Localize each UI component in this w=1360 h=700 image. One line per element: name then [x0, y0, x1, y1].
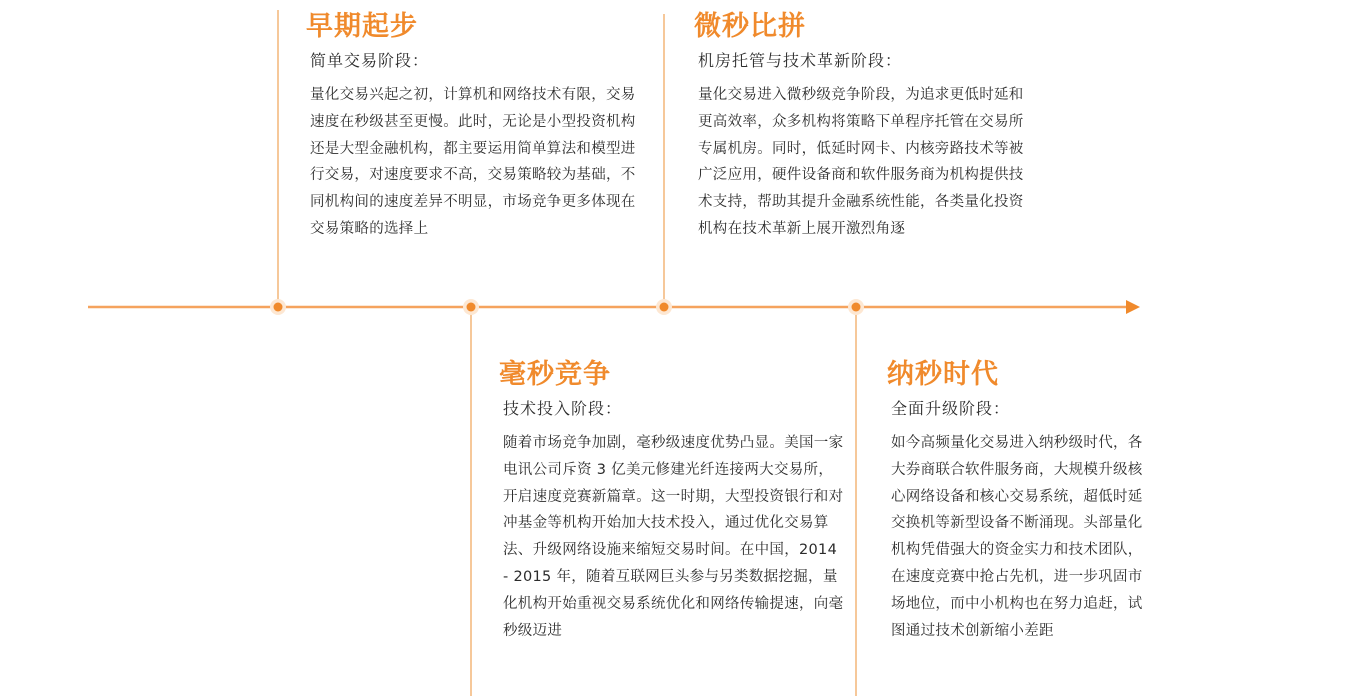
timeline-dot-3 [656, 299, 672, 315]
stage-early-start [306, 10, 641, 243]
stage-title: 毫秒竞争 [499, 359, 611, 390]
stage-subtitle: 技术投入阶段： [503, 399, 623, 418]
stage-description: 如今高频量化交易进入纳秒级时代，各大券商联合软件服务商，大规模升级核心网络设备和核心交易系统，超低时延交换机等新型设备不断涌现。头部量化机构凭借强大的资金实力和技术团队，在速度竞赛中抢占先机，进一步巩固市场地位，而中小机构也在努力追赶，试图通过技术创新缩小差距 [891, 435, 1143, 639]
stage-subtitle: 机房托管与技术革新阶段： [698, 51, 903, 70]
stage-title: 纳秒时代 [887, 359, 999, 390]
stage-millisecond [499, 358, 844, 644]
stage-title: 微秒比拼 [694, 11, 806, 42]
timeline-arrow-icon [1126, 300, 1140, 314]
stage-description: 量化交易兴起之初，计算机和网络技术有限，交易速度在秒级甚至更慢。此时，无论是小型投资机构还是大型金融机构，都主要运用简单算法和模型进行交易，对速度要求不高，交易策略较为基础，不同机构间的速度差异不明显，市场竞争更多体现在交易策略的选择上 [310, 87, 636, 237]
stage-subtitle: 简单交易阶段： [310, 51, 430, 70]
timeline-dot-4 [848, 299, 864, 315]
timeline-dot-1 [270, 299, 286, 315]
stage-microsecond [694, 10, 1034, 243]
timeline-dot-2 [463, 299, 479, 315]
stage-subtitle: 全面升级阶段： [891, 399, 1011, 418]
stage-title: 早期起步 [306, 11, 418, 42]
stage-nanosecond [887, 358, 1157, 644]
stage-description: 量化交易进入微秒级竞争阶段，为追求更低时延和更高效率，众多机构将策略下单程序托管在交易所专属机房。同时，低延时网卡、内核旁路技术等被广泛应用，硬件设备商和软件服务商为机构提供技术支持，帮助其提升金融系统性能，各类量化投资机构在技术革新上展开激烈角逐 [698, 87, 1024, 237]
stage-description: 随着市场竞争加剧，毫秒级速度优势凸显。美国一家电讯公司斥资 3 亿美元修建光纤连接两大交易所，开启速度竞赛新篇章。这一时期，大型投资银行和对冲基金等机构开始加大技术投入，通过优化交易算法、升级网络设施来缩短交易时间。在中国，2014 - 2015 年，随着互联网巨头参与另类数据挖掘，量化机构开始重视交易系统优化和网络传输提速，向毫秒级迈进 [503, 435, 844, 639]
